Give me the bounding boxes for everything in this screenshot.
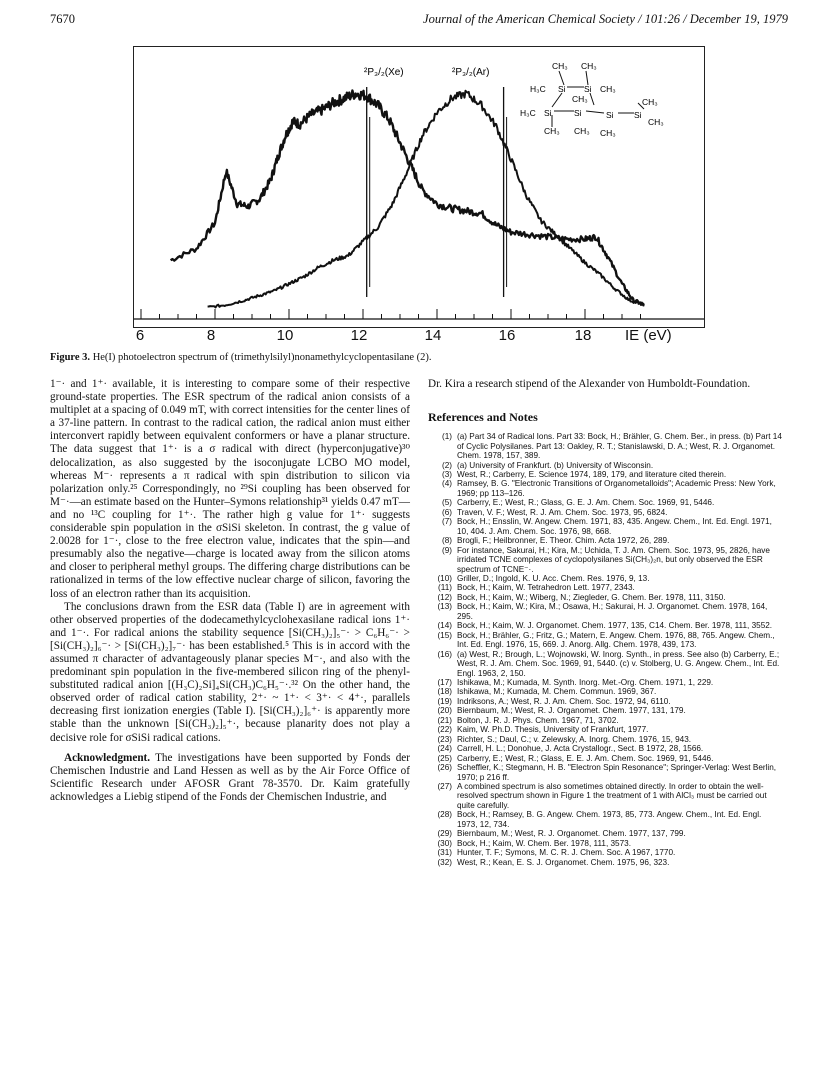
reference-number: (15) xyxy=(437,630,452,640)
reference-number: (24) xyxy=(437,744,452,754)
reference-text: Scheffler, K.; Stegmann, H. B. "Electron Spin Resonance"; Springer-Verlag: West Berlin, 1970; p 216 ff. xyxy=(457,763,777,782)
figure-caption xyxy=(50,352,432,363)
reference-item xyxy=(428,461,784,470)
reference-number: (5) xyxy=(441,498,452,508)
reference-item xyxy=(428,697,784,706)
reference-text: Richter, S.; Daul, C.; v. Zelewsky, A. Inorg. Chem. 1976, 15, 943. xyxy=(457,734,692,744)
xe-peak-label: ²P₃/₂(Xe) xyxy=(364,67,404,78)
structure-atom: CH₃ xyxy=(544,126,560,136)
body-paragraph: The conclusions drawn from the ESR data (Table I) are in agreement with other observed properties of the dodecamethylcyclohexasilane radical ions 1⁺· and 1⁻·. For radical anions the stability sequence [Si(CH₃)₂]₅⁻· > C₆H₆⁻· > [Si(CH₃)₂]₆⁻· > [Si(CH₃)₂]₇⁻· has been established.⁵ This is in accord with the assumed π character of advantageously planar species M⁻·, and also with the predominant spin population in the five-membered silicon ring of the phenyl-substituted radical anion [(H₃C)₂Si]₄Si(CH₃)C₆H₅⁻·.³² On the other hand, the observed order of radical cation stability, 2⁺· ~ 1⁺· < 3⁺· < 4⁺·, parallels decreasing first ionization energies (Table I). [Si(CH₃)₂]₆⁺· is apparently more stable than the unknown [Si(CH₃)₂]₅⁺·, because planarity does not play a decisive role for σSiSi radical cations. xyxy=(50,600,410,744)
reference-number: (22) xyxy=(437,725,452,735)
reference-number: (30) xyxy=(437,838,452,848)
structure-atom: Si xyxy=(558,84,566,94)
reference-number: (7) xyxy=(441,517,452,527)
x-axis-tick-labels xyxy=(0,327,828,349)
reference-text: Carrell, H. L.; Donohue, J. Acta Crystallogr., Sect. B 1972, 28, 1566. xyxy=(457,744,704,754)
structure-atom: CH₃ xyxy=(552,61,568,71)
x-tick-label: 18 xyxy=(574,327,592,344)
reference-text: Bock, H.; Ensslin, W. Angew. Chem. 1971, 83, 435. Angew. Chem., Int. Ed. Engl. 1971, 10, 404. J. Am. Chem. Soc. 1976, 98, 668. xyxy=(457,517,772,536)
structure-atom: CH₃ xyxy=(572,94,588,104)
acknowledgment-heading: Acknowledgment. xyxy=(64,751,151,764)
reference-text: Bock, H.; Ramsey, B. G. Angew. Chem. 1973, 85, 773. Angew. Chem., Int. Ed. Engl. 1973, 12, 734. xyxy=(457,810,762,829)
structure-atom: CH₃ xyxy=(648,117,664,127)
reference-item xyxy=(428,810,784,829)
reference-text: Bolton, J. R. J. Phys. Chem. 1967, 71, 3702. xyxy=(457,715,619,725)
structure-atom: Si xyxy=(574,108,582,118)
reference-item xyxy=(428,593,784,602)
reference-text: Bock, H.; Kaim, W. Tetrahedron Lett. 1977, 2343. xyxy=(457,583,635,593)
reference-number: (27) xyxy=(437,781,452,791)
x-axis xyxy=(134,309,704,319)
reference-number: (11) xyxy=(438,583,452,593)
reference-number: (21) xyxy=(437,715,452,725)
x-tick-label: 6 xyxy=(135,327,145,344)
reference-text: West, R.; Carberry, E. Science 1974, 189, 179, and literature cited therein. xyxy=(457,470,727,479)
body-paragraph: 1⁻· and 1⁺· available, it is interesting to compare some of their respective ground-state properties. The ESR spectrum of the radical anion consists of a multiplet at a spacing of 0.049 mT, with correct intensities for the center lines of a 37-line pattern. In contrast to the radical cation, the radical anion must either interconvert rapidly between equivalent conformers or have a planar structure. The data suggest that 1⁺· is a σ radical with direct (hyperconjugative)³⁰ delocalization, as also suggested by the isoconjugate LCBO MO model, whereas M⁻· represents a π radical with spin distribution to silicon via polarization only.²⁵ Correspondingly, no ²⁹Si coupling has been observed for M⁻·—an estimate based on the Hunter–Symons relationship³¹ yields 0.47 mT—and no ¹³C coupling for 1⁺·. The rather high g value for 1⁺· suggests considerable spin population in the σSiSi skeleton. In contrast, the g value of 2.0028 for 1⁻·, close to the free electron value, indicates that the spin—and presumably also the negative—charge is located away from the silicon atoms and closer to peripheral methyl groups. The differing charge distributions can be rationalized in terms of the low effective nuclear charge of silicon, favoring the loss of an electron rather than its acquisition. xyxy=(50,378,410,600)
reference-item xyxy=(428,536,784,545)
reference-number: (4) xyxy=(441,479,452,489)
reference-item xyxy=(428,744,784,753)
reference-text: Hunter, T. F.; Symons, M. C. R. J. Chem. Soc. A 1967, 1770. xyxy=(457,848,676,858)
reference-text: Bock, H.; Kaim, W. J. Organomet. Chem. 1977, 135, C14. Chem. Ber. 1978, 111, 3552. xyxy=(457,621,773,631)
reference-number: (23) xyxy=(437,734,452,744)
figure-caption-text: He(I) photoelectron spectrum of (trimethylsilyl)nonamethylcyclopentasilane (2). xyxy=(90,352,432,363)
reference-text: Biernbaum, M.; West, R. J. Organomet. Chem. 1977, 131, 179. xyxy=(457,706,686,716)
reference-text: Brogli, F.; Heilbronner, E. Theor. Chim. Acta 1972, 26, 289. xyxy=(457,536,670,546)
reference-item xyxy=(428,508,784,517)
reference-text: (a) University of Frankfurt. (b) University of Wisconsin. xyxy=(457,460,654,470)
structure-atom: CH₃ xyxy=(642,97,658,107)
reference-item xyxy=(428,479,784,498)
reference-number: (16) xyxy=(437,649,452,659)
journal-citation: Journal of the American Chemical Society / 101:26 / December 19, 1979 xyxy=(423,12,788,26)
spectrum-plot xyxy=(134,47,704,327)
reference-text: Ramsey, B. G. "Electronic Transitions of Organometalloids"; Academic Press: New York, 1969; pp 113–126. xyxy=(457,479,776,498)
reference-number: (26) xyxy=(437,763,452,773)
structure-atom: CH₃ xyxy=(574,126,590,136)
right-column xyxy=(428,378,784,867)
reference-text: West, R.; Kean, E. S. J. Organomet. Chem. 1975, 96, 323. xyxy=(457,857,670,867)
structure-atom: Si xyxy=(584,84,592,94)
reference-item xyxy=(428,650,784,678)
ar-peak-label: ²P₃/₂(Ar) xyxy=(452,67,490,78)
figure-3-spectrum xyxy=(133,46,705,328)
reference-text: Griller, D.; Ingold, K. U. Acc. Chem. Res. 1976, 9, 13. xyxy=(457,573,650,583)
x-tick-label: 12 xyxy=(350,327,368,344)
acknowledgment-continuation: Dr. Kira a research stipend of the Alexander von Humboldt-Foundation. xyxy=(428,378,751,390)
reference-item xyxy=(428,848,784,857)
reference-number: (29) xyxy=(437,829,452,839)
reference-item xyxy=(428,621,784,630)
reference-text: Bock, H.; Kaim, W. Chem. Ber. 1978, 111, 3573. xyxy=(457,838,631,848)
structure-atom: CH₃ xyxy=(600,128,616,138)
reference-number: (28) xyxy=(437,810,452,820)
x-tick-label: 14 xyxy=(424,327,442,344)
reference-item xyxy=(428,678,784,687)
reference-item xyxy=(428,754,784,763)
reference-item xyxy=(428,725,784,734)
reference-text: Bock, H.; Kaim, W.; Kira, M.; Osawa, H.; Sakurai, H. J. Organomet. Chem. 1978, 164, 295. xyxy=(457,602,768,621)
reference-text: For instance, Sakurai, H.; Kira, M.; Uchida, T. J. Am. Chem. Soc. 1973, 95, 2826, have irridated TCNE complexes of cyclopolysilanes Si(CH₃)₂n, but only observed the ESR spectrum of TCNE⁻·. xyxy=(457,545,770,574)
reference-item xyxy=(428,735,784,744)
reference-item xyxy=(428,498,784,507)
reference-number: (1) xyxy=(441,432,452,442)
reference-text: Carberry, E.; West, R.; Glass, G. E. J. Am. Chem. Soc. 1969, 91, 5446. xyxy=(457,498,715,508)
reference-item xyxy=(428,782,784,810)
structure-atom: CH₃ xyxy=(581,61,597,71)
x-tick-label: 10 xyxy=(276,327,294,344)
acknowledgment-text: The investigations have been supported by Fonds der Chemischen Industrie and Land Hessen as well as by the Air Force Office of Scientific Research under AFOSR Grant 78-3570. Dr. Kaim gratefully acknowledges a Liebig stipend of the Fonds der Chemischen Industrie, and xyxy=(50,751,410,803)
reference-item xyxy=(428,583,784,592)
reference-number: (3) xyxy=(441,470,452,479)
reference-text: Ishikawa, M.; Kumada, M. Synth. Inorg. Met.-Org. Chem. 1971, 1, 229. xyxy=(457,677,714,687)
reference-text: Indriksons, A.; West, R. J. Am. Chem. Soc. 1972, 94, 6110. xyxy=(457,696,671,706)
reference-item xyxy=(428,706,784,715)
page-number: 7670 xyxy=(50,12,75,26)
reference-item xyxy=(428,517,784,536)
reference-text: Kaim, W. Ph.D. Thesis, University of Frankfurt, 1977. xyxy=(457,725,649,735)
reference-number: (12) xyxy=(437,592,452,602)
x-tick-label: 16 xyxy=(498,327,516,344)
reference-number: (8) xyxy=(441,536,452,546)
reference-item xyxy=(428,631,784,650)
references-heading: References and Notes xyxy=(428,410,538,425)
molecule-structure xyxy=(520,61,664,138)
figure-label: Figure 3. xyxy=(50,352,91,363)
reference-item xyxy=(428,716,784,725)
x-tick-label: 8 xyxy=(206,327,216,344)
reference-text: Carberry, E.; West, R.; Glass, E. E. J. Am. Chem. Soc. 1969, 91, 5446. xyxy=(457,753,714,763)
structure-atom: H₃C xyxy=(530,84,546,94)
reference-item xyxy=(428,470,784,479)
reference-number: (20) xyxy=(437,706,452,716)
structure-atom: CH₃ xyxy=(600,84,616,94)
x-axis-unit: IE (eV) xyxy=(625,327,672,344)
reference-number: (19) xyxy=(437,696,452,706)
reference-number: (13) xyxy=(437,602,452,612)
structure-atom: Si xyxy=(606,110,614,120)
reference-text: Bock, H.; Brähler, G.; Fritz, G.; Matern, E. Angew. Chem. 1976, 88, 765. Angew. Chem., Int. Ed. Engl. 1976, 15, 669. J. Anorg. Allg. Chem. 1978, 439, 173. xyxy=(457,630,775,650)
reference-item xyxy=(428,432,784,460)
reference-text: (a) Part 34 of Radical Ions. Part 33: Bock, H.; Brähler, G. Chem. Ber., in press. (b) Part 14 of Cyclic Polysilanes. Part 13: Oakley, R. T.; Stanislawski, D. A.; West, R. J. Organomet. Chem. 1978, 157, 389. xyxy=(457,432,782,461)
reference-number: (2) xyxy=(441,460,452,470)
spectrum-series-line xyxy=(208,91,645,308)
reference-number: (6) xyxy=(441,507,452,517)
reference-text: Ishikawa, M.; Kumada, M. Chem. Commun. 1969, 367. xyxy=(457,687,657,697)
left-column xyxy=(50,378,410,804)
structure-atom: Si xyxy=(634,110,642,120)
page-header xyxy=(50,12,788,30)
reference-text: A combined spectrum is also sometimes obtained directly. In order to obtain the well-resolved spectrum shown in Figure 1 the treatment of 1 with AlCl₃ must be carried out quite carefully. xyxy=(457,781,767,810)
structure-atom: H₃C xyxy=(520,108,536,118)
reference-item xyxy=(428,574,784,583)
reference-item xyxy=(428,829,784,838)
reference-item xyxy=(428,602,784,621)
reference-text: Traven, V. F.; West, R. J. Am. Chem. Soc. 1973, 95, 6824. xyxy=(457,507,668,517)
reference-number: (10) xyxy=(437,573,452,583)
reference-text: Bock, H.; Kaim, W.; Wiberg, N.; Ziegleder, G. Chem. Ber. 1978, 111, 3150. xyxy=(457,592,726,602)
reference-number: (17) xyxy=(437,677,452,687)
reference-item xyxy=(428,839,784,848)
reference-number: (18) xyxy=(437,687,452,697)
spectrum-traces xyxy=(171,91,645,308)
acknowledgment-paragraph xyxy=(50,752,410,804)
reference-item xyxy=(428,546,784,574)
reference-number: (14) xyxy=(437,621,452,631)
reference-item xyxy=(428,763,784,782)
references-list xyxy=(428,432,784,867)
reference-text: Biernbaum, M.; West, R. J. Organomet. Chem. 1977, 137, 799. xyxy=(457,829,686,839)
reference-item xyxy=(428,858,784,867)
spectrum-series-line xyxy=(171,91,645,306)
reference-number: (25) xyxy=(437,753,452,763)
reference-item xyxy=(428,687,784,696)
reference-number: (32) xyxy=(437,857,452,867)
structure-atom: Si xyxy=(544,108,552,118)
reference-text: (a) West, R.; Brough, L.; Wojnowski, W. Inorg. Synth., in press. See also (b) Carberry, E.; West, R. J. Am. Chem. Soc. 1969, 91, 5440. (c) v. Stolberg, U. G. Angew. Chem., Int. Ed. Engl. 1963, 2, 150. xyxy=(457,649,780,678)
reference-number: (9) xyxy=(441,545,452,555)
reference-number: (31) xyxy=(437,848,452,858)
